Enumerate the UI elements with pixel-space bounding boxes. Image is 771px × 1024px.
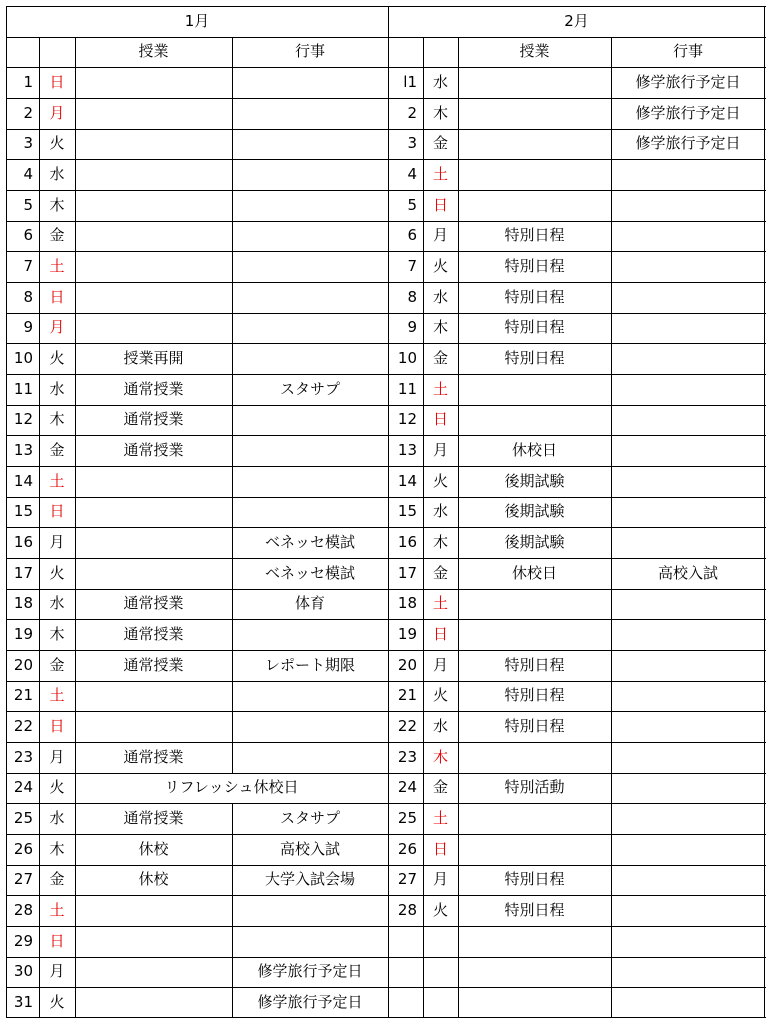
day-number: 9 [407,318,417,337]
event-cell: ベネッセ模試 [264,533,355,552]
day-of-week: 木 [432,533,448,552]
grid-line [6,37,766,38]
day-number: 15 [397,502,417,521]
class-cell [75,159,232,190]
event-cell [232,711,388,742]
day-of-week: 月 [432,226,448,245]
class-cell: 通常授業 [123,441,184,460]
event-cell [232,895,388,926]
day-of-week: 木 [432,103,448,122]
day-of-week: 木 [49,625,65,644]
day-of-week: 日 [49,73,65,92]
class-cell [458,619,611,650]
day-number: 14 [13,471,33,490]
event-cell [611,159,765,190]
day-number: 24 [397,778,417,797]
class-cell [458,589,611,620]
event-cell [232,343,388,374]
day-number: 27 [397,870,417,889]
class-cell [75,497,232,528]
event-cell: 修学旅行予定日 [635,73,741,92]
grid-line [75,37,76,1018]
class-cell [458,67,611,98]
day-of-week: 金 [432,563,448,582]
column-header-class: 授業 [519,42,550,61]
day-of-week: 水 [49,165,65,184]
grid-line [6,6,766,7]
day-number: 19 [13,625,33,644]
day-number: 6 [407,226,417,245]
event-cell [232,98,388,129]
event-cell [611,466,765,497]
grid-line [6,1017,766,1018]
day-number: 18 [397,594,417,613]
day-number: 28 [397,901,417,920]
day-of-week: 火 [49,349,65,368]
day-of-week: 土 [49,257,65,276]
day-of-week: 火 [49,993,65,1012]
day-of-week: 月 [432,441,448,460]
class-cell: 通常授業 [123,410,184,429]
event-cell [611,374,765,405]
event-cell: 体育 [294,594,325,613]
event-cell [232,681,388,712]
day-number: 2 [23,103,33,122]
day-number: 26 [13,839,33,858]
day-of-week: 水 [432,502,448,521]
grid-line [388,6,389,1018]
day-of-week: 月 [432,870,448,889]
grid-line [6,129,766,130]
day-number: 10 [13,349,33,368]
day-number: 24 [13,778,33,797]
event-cell [232,159,388,190]
class-cell: 授業再開 [123,349,184,368]
event-cell [611,343,765,374]
day-number: 7 [23,257,33,276]
grid-line [6,221,766,222]
day-of-week: 日 [432,195,448,214]
month-title: 2月 [564,11,589,30]
class-cell: 特別日程 [504,870,565,889]
event-cell: ベネッセ模試 [264,563,355,582]
class-cell [458,129,611,160]
day-of-week: 木 [432,747,448,766]
class-cell [75,681,232,712]
day-number: 5 [407,195,417,214]
event-cell [611,589,765,620]
event-cell: レポート期限 [264,655,355,674]
grid-line [6,681,766,682]
day-of-week: 水 [432,287,448,306]
day-number: 8 [23,287,33,306]
day-of-week: 火 [49,778,65,797]
class-cell: 休校 [138,870,169,889]
event-cell [611,773,765,804]
day-of-week: 土 [432,809,448,828]
class-cell [75,957,232,988]
class-cell [75,282,232,313]
grid-line [6,803,766,804]
event-cell [611,865,765,896]
event-cell [611,435,765,466]
day-of-week: 火 [432,471,448,490]
class-cell [75,251,232,282]
day-of-week: 月 [49,103,65,122]
day-of-week: 木 [49,839,65,858]
day-of-week: 月 [49,962,65,981]
day-of-week: 日 [49,287,65,306]
class-event-merged: リフレッシュ休校日 [164,778,299,797]
day-number: 17 [13,563,33,582]
day-of-week: 水 [49,809,65,828]
class-cell: 後期試験 [504,533,565,552]
grid-line [764,6,765,1018]
day-number: 7 [407,257,417,276]
day-number: 12 [397,410,417,429]
grid-line [6,865,766,866]
day-number: 20 [13,655,33,674]
month-title: 1月 [184,11,210,30]
grid-line [6,834,766,835]
grid-line [6,67,766,68]
class-cell [75,313,232,344]
column-header-event: 行事 [294,42,325,61]
day-of-week: 土 [49,686,65,705]
event-cell: 修学旅行予定日 [257,993,363,1012]
grid-line [6,926,766,927]
day-number: 13 [397,441,417,460]
class-cell [458,834,611,865]
class-cell [75,190,232,221]
day-of-week: 火 [432,257,448,276]
day-number: 20 [397,655,417,674]
class-cell: 後期試験 [504,502,565,521]
day-number: 27 [13,870,33,889]
grid-line [6,466,766,467]
day-number: 4 [23,165,33,184]
day-of-week: 金 [49,441,65,460]
grid-line [6,405,766,406]
calendar-table [6,6,765,1018]
event-cell [611,313,765,344]
grid-line [6,159,766,160]
grid-line [39,37,40,1018]
event-cell: 修学旅行予定日 [635,103,741,122]
class-cell: 特別日程 [504,287,565,306]
class-cell [458,374,611,405]
day-number: 12 [13,410,33,429]
class-cell: 特別日程 [504,318,565,337]
grid-line [6,6,7,1018]
event-cell: 高校入試 [657,563,718,582]
grid-line [458,37,459,1018]
class-cell [75,711,232,742]
class-cell [458,405,611,436]
class-cell: 通常授業 [123,655,184,674]
event-cell [232,251,388,282]
day-number: 9 [23,318,33,337]
day-number: 23 [397,747,417,766]
grid-line [6,282,766,283]
class-cell [75,466,232,497]
day-number: 28 [13,901,33,920]
day-of-week: 木 [432,318,448,337]
grid-line [6,497,766,498]
day-of-week: 月 [49,747,65,766]
day-number: 29 [13,931,33,950]
event-cell [611,619,765,650]
day-number: 25 [397,809,417,828]
grid-line [6,251,766,252]
class-cell: 特別日程 [504,686,565,705]
event-cell [232,282,388,313]
grid-line [423,37,424,1018]
column-header-event: 行事 [672,42,703,61]
class-cell [458,742,611,773]
class-cell [75,221,232,252]
class-cell: 特別日程 [504,257,565,276]
day-of-week: 月 [49,533,65,552]
day-number: 31 [13,993,33,1012]
class-cell: 通常授業 [123,625,184,644]
class-cell: 通常授業 [123,379,184,398]
day-of-week: 土 [432,165,448,184]
event-cell [611,711,765,742]
event-cell [232,67,388,98]
day-number: 14 [397,471,417,490]
day-number: 11 [397,379,417,398]
class-cell: 特別日程 [504,349,565,368]
class-cell: 特別日程 [504,901,565,920]
day-of-week: 金 [432,134,448,153]
day-number: 17 [397,563,417,582]
grid-line [6,374,766,375]
event-cell [611,803,765,834]
day-of-week: 木 [49,195,65,214]
grid-line [6,589,766,590]
day-of-week: 金 [432,778,448,797]
event-cell [611,282,765,313]
day-number: 16 [397,533,417,552]
day-of-week: 水 [432,717,448,736]
event-cell [611,497,765,528]
day-of-week: 土 [49,471,65,490]
day-number: 11 [13,379,33,398]
class-cell [75,926,232,957]
grid-line [232,803,233,1018]
event-cell: スタサプ [279,379,340,398]
event-cell [611,895,765,926]
class-cell: 休校日 [511,563,557,582]
day-number: 19 [397,625,417,644]
day-number: 15 [13,502,33,521]
day-of-week: 火 [432,901,448,920]
grid-line [6,527,766,528]
event-cell [232,926,388,957]
event-cell [232,619,388,650]
event-cell [232,129,388,160]
day-of-week: 金 [432,349,448,368]
day-of-week: 火 [432,686,448,705]
class-cell: 特別日程 [504,717,565,736]
class-cell [75,67,232,98]
day-of-week: 火 [49,563,65,582]
day-number: 3 [407,134,417,153]
event-cell [232,313,388,344]
day-of-week: 日 [432,410,448,429]
event-cell [232,190,388,221]
day-number: 25 [13,809,33,828]
grid-line [6,742,766,743]
event-cell: 修学旅行予定日 [635,134,741,153]
day-of-week: 水 [432,73,448,92]
day-number: 22 [13,717,33,736]
class-cell [458,159,611,190]
day-number: 23 [13,747,33,766]
day-number: 22 [397,717,417,736]
event-cell [611,650,765,681]
day-of-week: 金 [49,226,65,245]
event-cell [611,527,765,558]
class-cell: 通常授業 [123,809,184,828]
event-cell [611,834,765,865]
event-cell [611,681,765,712]
event-cell [611,251,765,282]
day-of-week: 日 [49,931,65,950]
day-of-week: 土 [432,379,448,398]
class-cell: 通常授業 [123,594,184,613]
event-cell [232,742,388,773]
class-cell: 特別活動 [504,778,565,797]
day-number: l1 [403,73,417,92]
day-of-week: 火 [49,134,65,153]
day-number: 26 [397,839,417,858]
grid-line [6,435,766,436]
grid-line [6,650,766,651]
day-of-week: 月 [432,655,448,674]
grid-line [6,619,766,620]
event-cell [232,221,388,252]
class-cell [75,129,232,160]
day-number: 3 [23,134,33,153]
grid-line [232,37,233,774]
class-cell: 通常授業 [123,747,184,766]
day-of-week: 日 [49,717,65,736]
column-header-class: 授業 [138,42,169,61]
event-cell: 大学入試会場 [264,870,355,889]
grid-line [6,558,766,559]
day-of-week: 月 [49,318,65,337]
grid-line [6,313,766,314]
event-cell: 修学旅行予定日 [257,962,363,981]
grid-line [6,343,766,344]
event-cell [611,221,765,252]
grid-line [6,895,766,896]
class-cell: 特別日程 [504,226,565,245]
day-number: 5 [23,195,33,214]
class-cell [75,987,232,1018]
day-number: 10 [397,349,417,368]
day-number: 21 [397,686,417,705]
day-of-week: 土 [432,594,448,613]
class-cell [458,98,611,129]
day-number: 6 [23,226,33,245]
event-cell: スタサプ [279,809,340,828]
grid-line [6,98,766,99]
event-cell: 高校入試 [279,839,340,858]
day-number: 21 [13,686,33,705]
day-number: 30 [13,962,33,981]
event-cell [611,742,765,773]
day-of-week: 日 [432,625,448,644]
event-cell [611,405,765,436]
event-cell [611,190,765,221]
day-of-week: 金 [49,870,65,889]
grid-line [6,711,766,712]
day-number: 16 [13,533,33,552]
class-cell: 特別日程 [504,655,565,674]
class-cell [75,895,232,926]
day-number: 2 [407,103,417,122]
class-cell [75,98,232,129]
grid-line [611,37,612,1018]
day-of-week: 金 [49,655,65,674]
class-cell: 休校日 [511,441,557,460]
day-of-week: 日 [432,839,448,858]
event-cell [232,435,388,466]
class-cell [458,190,611,221]
day-of-week: 土 [49,901,65,920]
day-of-week: 水 [49,379,65,398]
day-number: 13 [13,441,33,460]
class-cell [458,803,611,834]
day-of-week: 日 [49,502,65,521]
day-number: 8 [407,287,417,306]
grid-line [6,773,766,774]
class-cell [75,558,232,589]
grid-line [6,987,766,988]
class-cell: 後期試験 [504,471,565,490]
event-cell [232,466,388,497]
day-of-week: 水 [49,594,65,613]
day-number: 4 [407,165,417,184]
class-cell: 休校 [138,839,169,858]
class-cell [75,527,232,558]
day-of-week: 木 [49,410,65,429]
day-number: 1 [23,73,33,92]
day-number: 18 [13,594,33,613]
event-cell [232,497,388,528]
event-cell [232,405,388,436]
grid-line [6,957,766,958]
grid-line [6,190,766,191]
